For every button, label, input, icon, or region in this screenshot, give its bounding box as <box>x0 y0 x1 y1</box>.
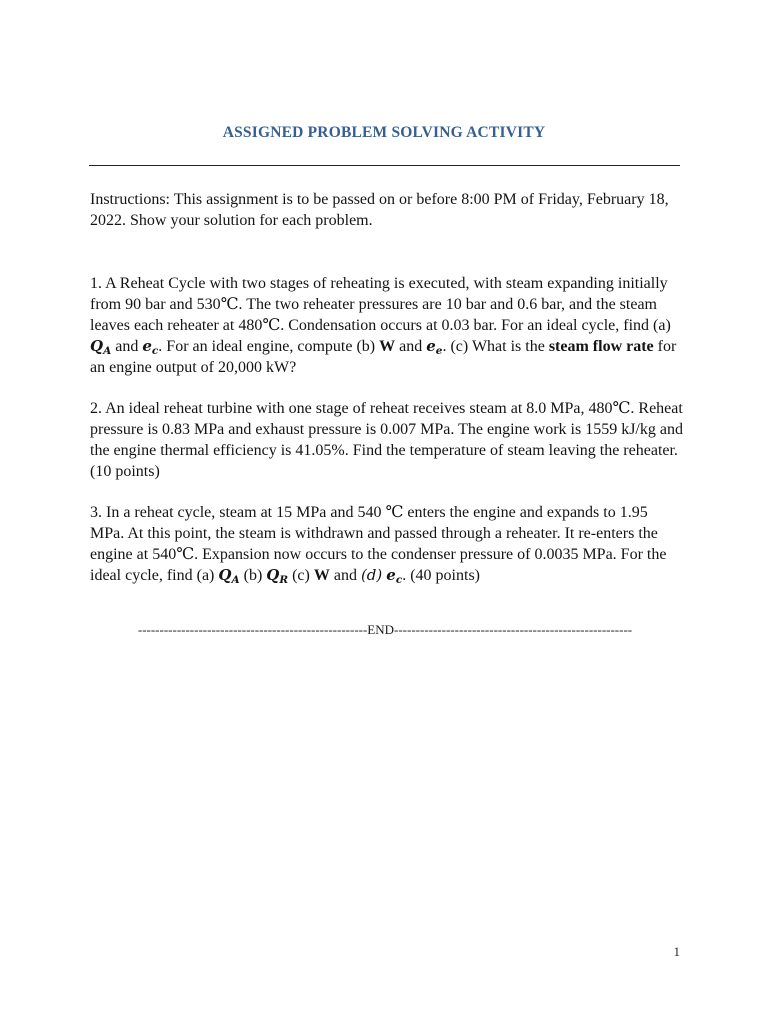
problem-3-segment: (b) <box>239 567 267 584</box>
problem-1-segment: . For an ideal engine, compute (b) <box>158 338 380 355</box>
problem-3 <box>90 502 685 586</box>
problem-1-segment: . (c) What is the <box>442 338 549 355</box>
page-number: 1 <box>673 944 680 959</box>
problem-3-text <box>90 502 685 586</box>
e-e-symbol: $e_e$ <box>426 337 443 357</box>
e-c-symbol: $e_c$ <box>142 337 159 357</box>
problem-1 <box>90 273 685 378</box>
steam-flow-rate-emphasis: steam flow rate <box>548 338 654 355</box>
q-a-symbol: $Q_A$ <box>218 566 240 586</box>
instructions-paragraph <box>90 189 685 231</box>
problem-3-segment: and <box>329 567 361 584</box>
q-a-symbol: $Q_A$ <box>90 337 112 357</box>
e-c-symbol: $e_c$ <box>386 566 403 586</box>
w-symbol: W <box>379 338 396 355</box>
instructions-text: Instructions: This assignment is to be passed on or before 8:00 PM of Friday, February 18, 2022. Show your solution for each problem. <box>90 191 669 229</box>
document-title: ASSIGNED PROBLEM SOLVING ACTIVITY <box>222 124 546 141</box>
problem-3-segment: 3. In a reheat cycle, steam at 15 MPa and 540 ℃ enters the engine and expands to 1.95 MPa. At this point, the steam is withdrawn and passed through a reheater. It re-enters the engine at 540℃. Expansion now occurs to the condenser pressure of 0.0035 MPa. For the ideal cycle, find (a) <box>90 504 667 584</box>
end-marker: -----------------------------------------------------END------------------------------------------------------- <box>137 622 633 637</box>
problem-3-segment: (c) <box>288 567 314 584</box>
d-label: (d) <box>360 566 383 584</box>
problem-1-segment: and <box>395 338 427 355</box>
problem-1-segment: and <box>111 338 143 355</box>
problem-1-segment: 1. A Reheat Cycle with two stages of reheating is executed, with steam expanding initially from 90 bar and 530℃. The two reheater pressures are 10 bar and 0.6 bar, and the steam leaves each reheater at 480℃. Condensation occurs at 0.03 bar. For an ideal cycle, find (a) <box>90 275 671 334</box>
title-divider <box>89 165 680 166</box>
problem-1-segment: for an engine output of 20,000 kW? <box>90 338 677 376</box>
problem-3-segment: . (40 points) <box>402 567 480 584</box>
problem-2-text: 2. An ideal reheat turbine with one stage of reheat receives steam at 8.0 MPa, 480℃. Reheat pressure is 0.83 MPa and exhaust pressure is 0.007 MPa. The engine work is 1559 kJ/kg and the engine thermal efficiency is 41.05%. Find the temperature of steam leaving the reheater. (10 points) <box>90 400 683 480</box>
w-symbol: W <box>313 567 330 584</box>
problem-1-text <box>90 273 685 378</box>
q-r-symbol: $Q_R$ <box>266 566 289 586</box>
problem-2 <box>90 398 685 482</box>
